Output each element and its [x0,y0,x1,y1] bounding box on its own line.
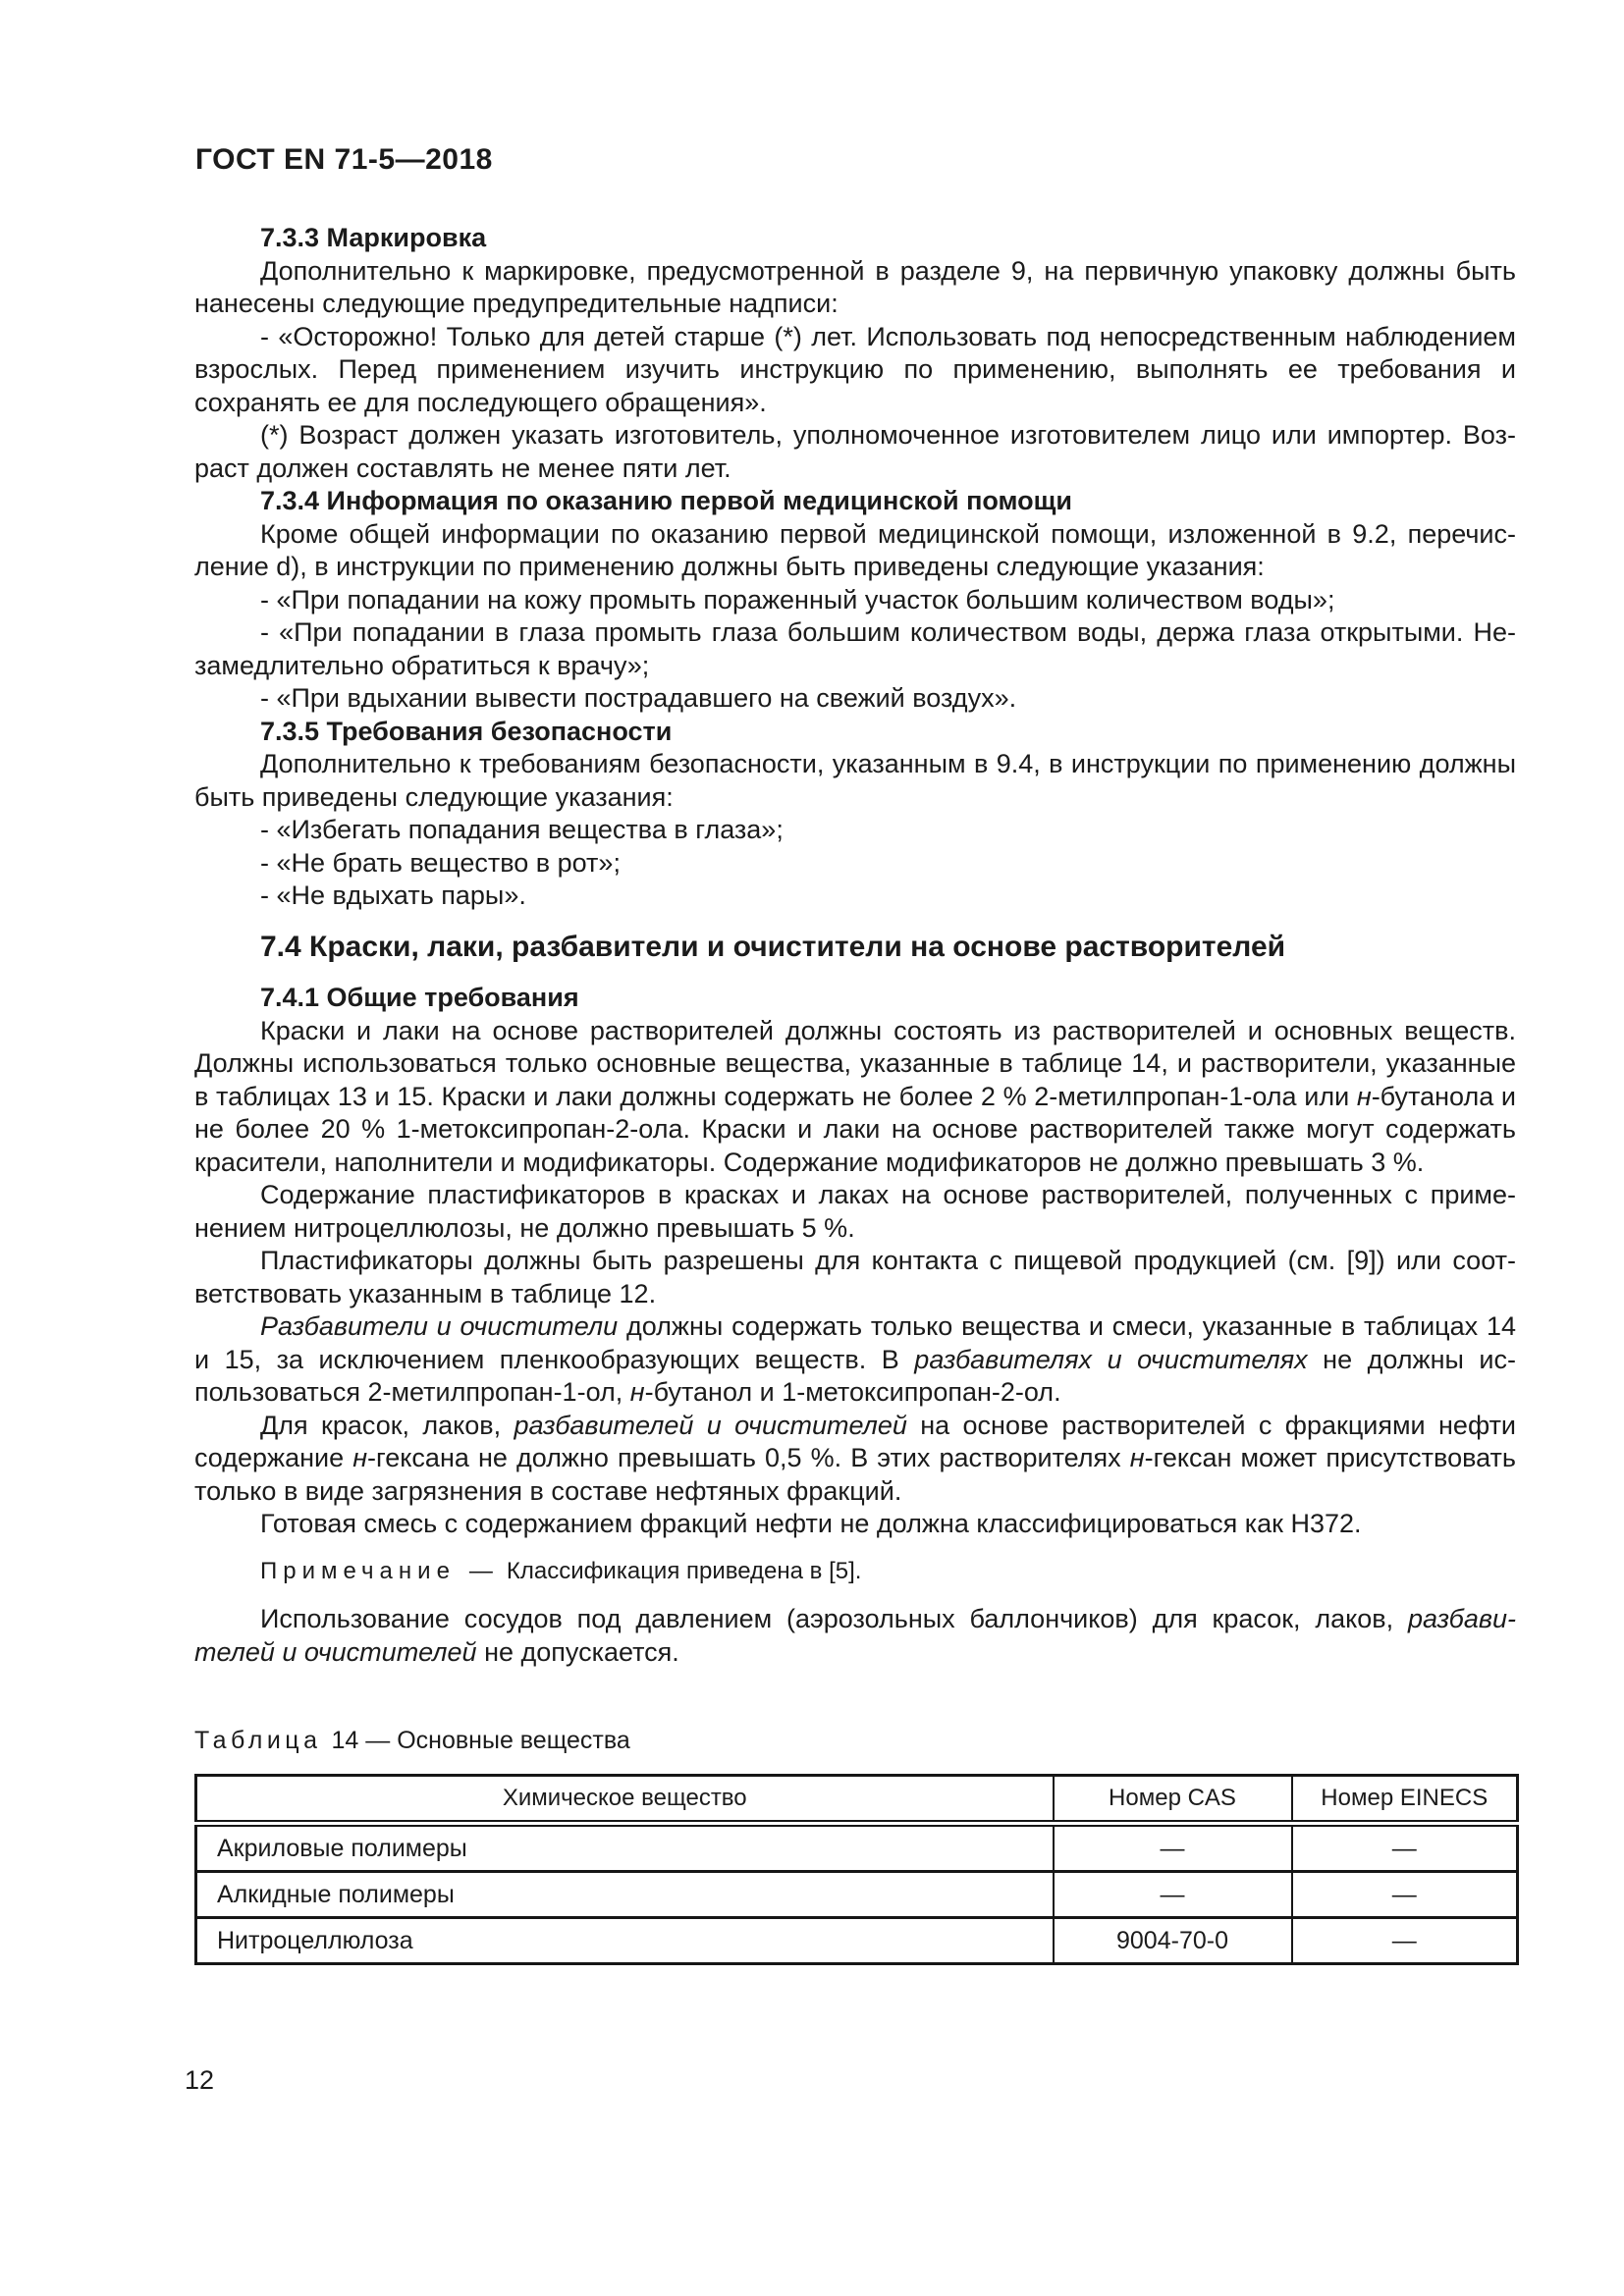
text-run: Пластификаторы должны быть разрешены для контакта с пищевой продукцией (см. [9]) или соответствовать указанным в таблице 12. [194,1246,1516,1308]
table-cell: Алкидные полимеры [196,1872,1054,1918]
paragraph [194,814,1516,847]
table-row [196,1824,1518,1872]
text-run: Содержание пластификаторов в красках и лаках на основе растворителей, полученных с применением нитроцеллюлозы, не должно превышать 5 %. [194,1180,1516,1243]
table-cell: — [1054,1824,1292,1872]
paragraph [194,518,1516,584]
table-cell: Нитроцеллюлоза [196,1918,1054,1964]
note-dash: — [468,1558,493,1584]
text-run: - «Не брать вещество в рот»; [260,847,621,878]
text-run: Использование сосудов под давлением (аэрозольных баллончиков) для красок, лаков, [260,1604,1408,1633]
note-text: Классификация приведена в [5]. [506,1558,862,1584]
italic-term: н [1129,1443,1145,1472]
paragraph [194,1179,1516,1245]
text-run: (*) Возраст должен указать изготовитель, уполномоченное изготовителем лицо или импортер. Возраст должен составлять не менее пяти лет. [194,420,1516,483]
table-body [196,1824,1518,1964]
table-cell: Акриловые полимеры [196,1824,1054,1872]
table-caption-rest: 14 — Основные вещества [331,1726,630,1754]
italic-term: разбавителей и очистителей [194,1604,1516,1667]
paragraph [194,847,1516,881]
paragraph [194,748,1516,814]
text-run: не допускается. [476,1636,679,1667]
paragraph [194,1603,1516,1669]
table-cell: — [1292,1872,1518,1918]
table-cell: 9004-70-0 [1054,1918,1292,1964]
content [194,222,1516,1669]
page-number: 12 [185,2065,215,2095]
table-cell: — [1292,1918,1518,1964]
subsection-heading: 7.4.1 Общие требования [260,983,579,1012]
text-run: - «При попадании в глаза промыть глаза большим количеством воды, держа глаза открытыми. Незамедлительно обратиться к врачу»; [194,617,1516,680]
text-run: Готовая смесь с содержанием фракций нефти не должна классифицироваться как Н372. [260,1509,1362,1538]
table-header-cell: Номер CAS [1054,1776,1292,1824]
subsection-heading: 7.3.5 Требования безопасности [260,716,673,746]
text-run: - «Избегать попадания вещества в глаза»; [260,815,784,844]
text-run: Для красок, лаков, [260,1410,514,1440]
paragraph [194,1015,1516,1180]
text-run: не должны использоваться 2-метилпропан-1-ол, [194,1344,1516,1407]
text-run: -бутанола и не более 20 % 1-метоксипропан-2-ола. Краски и лаки на основе растворителей также могут содержать красители, наполнители и модификаторы. Содержание модификаторов не должно превышать 3 %. [194,1081,1516,1177]
text-run: - «При вдыхании вывести пострадавшего на свежий воздух». [260,683,1017,713]
text-run: - «Не вдыхать пары». [260,881,526,910]
text-run: - «При попадании на кожу промыть пораженный участок большим количеством воды»; [260,584,1335,614]
document-code: ГОСТ EN 71-5—2018 [195,143,493,176]
paragraph [194,255,1516,321]
section-heading: 7.4 Краски, лаки, разбавители и очистители на основе растворителей [260,931,1286,963]
italic-term: разбавителей и очистителей [514,1410,907,1440]
table-cell: — [1054,1872,1292,1918]
table-row [196,1918,1518,1964]
paragraph [194,1245,1516,1310]
table-header-cell: Номер EINECS [1292,1776,1518,1824]
text-run: -бутанол и 1-метоксипропан-2-ол. [644,1377,1061,1407]
paragraph [194,880,1516,913]
subsection-heading: 7.3.4 Информация по оказанию первой медицинской помощи [260,486,1073,515]
italic-term: н [629,1377,645,1407]
substances-table [194,1774,1519,1965]
paragraph [194,616,1516,682]
note-label: Примечание [260,1558,456,1584]
table-block [194,1701,1516,1965]
italic-term: Разбавители и очистители [260,1311,619,1341]
subsection-heading: 7.3.3 Маркировка [260,223,487,252]
text-run: - «Осторожно! Только для детей старше (*) лет. Использовать под непосредственным наблюдением взрослых. Перед применением изучить инструкцию по применению, выполнять ее требования и сохранять ее для последующего обращения». [194,321,1516,417]
paragraph [194,682,1516,716]
text-run: должны содержать только вещества и смеси, указанные в таблицах 14 и 15, за исключением пленкообразующих веществ. В [194,1311,1516,1374]
italic-term: н [1356,1081,1372,1111]
paragraph [194,321,1516,420]
table-caption-word: Таблица [194,1726,322,1754]
paragraph [194,419,1516,485]
text-run: -гексан может присутствовать только в виде загрязнения в составе нефтяных фракций. [194,1443,1516,1506]
table-header-row [196,1776,1518,1824]
text-run: Дополнительно к требованиям безопасности, указанным в 9.4, в инструкции по применению должны быть приведены следующие указания: [194,749,1516,812]
paragraph [194,1508,1516,1541]
table-caption [194,1725,1516,1758]
note [194,1555,1516,1588]
text-run: Кроме общей информации по оказанию первой медицинской помощи, изложенной в 9.2, перечисление d), в инструкции по применению должны быть приведены следующие указания: [194,518,1516,581]
table-header-cell: Химическое вещество [196,1776,1054,1824]
text-run: Дополнительно к маркировке, предусмотренной в разделе 9, на первичную упаковку должны быть нанесены следующие предупредительные надписи: [194,255,1516,318]
text-run: -гексана не должно превышать 0,5 %. В этих растворителях [367,1443,1130,1472]
italic-term: н [352,1443,368,1472]
paragraph [194,1410,1516,1509]
table-cell: — [1292,1824,1518,1872]
paragraph [194,1310,1516,1410]
italic-term: разбавителях и очистителях [914,1344,1308,1374]
text-run: на основе растворителей с фракциями нефти содержание [194,1410,1517,1472]
paragraph [194,584,1516,617]
text-run: Краски и лаки на основе растворителей должны состоять из растворителей и основных веществ. Должны использоваться только основные вещества, указанные в таблице 14, и растворители, указанные в таблицах 13 и 15. Краски и лаки должны содержать не более 2 % 2-метилпропан-1-ола или [194,1015,1516,1111]
table-head [196,1776,1518,1824]
table-row [196,1872,1518,1918]
